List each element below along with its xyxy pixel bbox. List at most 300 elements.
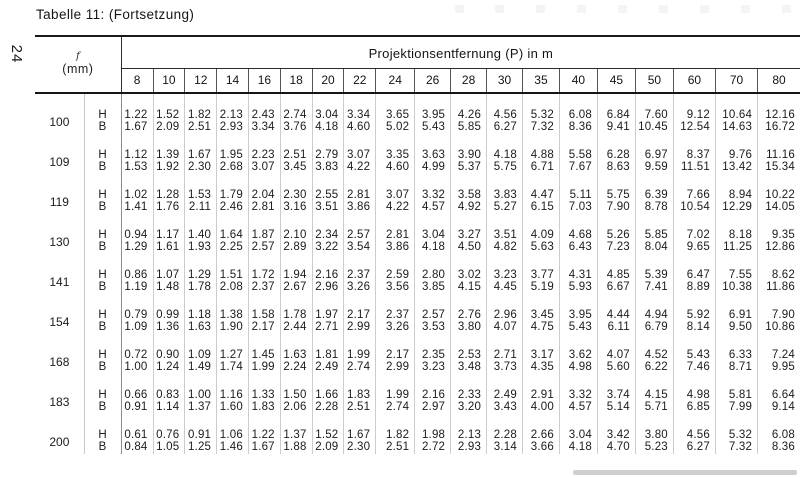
value-cell: 2.81 [344, 174, 376, 201]
value-cell: 0.94 [124, 229, 148, 241]
value-cell: 3.07 [344, 134, 376, 161]
value-cell: 10.45 [635, 121, 673, 134]
value-cell: 3.54 [344, 241, 376, 254]
distance-col-header: 60 [673, 69, 715, 94]
value-cell: 3.53 [415, 321, 451, 334]
distance-col-header: 70 [715, 69, 757, 94]
value-cell: 5.93 [559, 281, 597, 294]
value-cell: 2.80 [415, 254, 451, 281]
value-cell: 2.46 [217, 201, 249, 214]
value-cell: 4.31 [559, 254, 597, 281]
value-cell: 5.32 [715, 414, 757, 441]
value-cell: 7.60 [635, 93, 673, 121]
value-cell: 4.56 [673, 414, 715, 441]
value-cell: 2.16 [312, 254, 344, 281]
value-cell: 8.37 [673, 134, 715, 161]
value-cell: 2.49 [487, 374, 523, 401]
value-cell: 8.71 [715, 361, 757, 374]
value-cell: 1.36 [153, 321, 185, 334]
value-cell: 2.99 [376, 361, 415, 374]
distance-col-header: 16 [248, 69, 280, 94]
row-label-h: H [84, 134, 121, 161]
scan-speck [659, 5, 668, 13]
value-cell: 9.14 [758, 401, 800, 414]
value-cell: 1.76 [153, 201, 185, 214]
value-cell: 6.28 [597, 134, 635, 161]
scan-speck [782, 5, 791, 13]
value-cell: 2.10 [280, 214, 312, 241]
value-cell: 2.33 [451, 374, 487, 401]
value-cell: 5.27 [487, 201, 523, 214]
value-cell: 10.22 [758, 174, 800, 201]
table-header [35, 36, 800, 93]
value-cell: 4.70 [597, 441, 635, 454]
value-cell: 0.76 [153, 414, 185, 441]
value-cell: 2.74 [376, 401, 415, 414]
value-cell: 3.14 [487, 441, 523, 454]
value-cell: 1.52 [312, 414, 344, 441]
value-cell: 14.63 [715, 121, 757, 134]
value-cell: 2.67 [280, 281, 312, 294]
value-cell: 1.67 [124, 121, 148, 133]
value-cell: 10.54 [673, 201, 715, 214]
value-cell: 7.67 [559, 161, 597, 174]
value-cell: 2.09 [312, 441, 344, 454]
value-cell: 5.26 [597, 214, 635, 241]
value-cell: 6.15 [522, 201, 559, 214]
value-cell: 4.98 [559, 361, 597, 374]
value-cell: 0.91 [185, 414, 217, 441]
table-row [35, 201, 800, 214]
value-cell: 2.35 [415, 334, 451, 361]
value-cell: 8.78 [635, 201, 673, 214]
value-cell: 3.83 [312, 161, 344, 174]
value-cell: 2.96 [487, 294, 523, 321]
value-cell: 4.60 [376, 161, 415, 174]
value-cell: 3.07 [376, 174, 415, 201]
value-cell: 5.43 [559, 321, 597, 334]
row-label-h: H [84, 174, 121, 201]
value-cell: 2.74 [280, 93, 312, 121]
value-cell: 3.76 [280, 121, 312, 134]
row-label-b: B [84, 281, 121, 294]
value-cell: 1.87 [248, 214, 280, 241]
value-cell: 2.43 [248, 93, 280, 121]
value-cell: 4.18 [312, 121, 344, 134]
value-cell: 2.44 [280, 321, 312, 334]
row-label-b: B [84, 441, 121, 454]
table-row [35, 161, 800, 174]
value-cell: 9.76 [715, 134, 757, 161]
value-cell: 4.26 [451, 93, 487, 121]
row-label-h: H [84, 374, 121, 401]
value-cell: 6.08 [758, 414, 800, 441]
value-cell: 7.90 [758, 294, 800, 321]
value-cell: 9.50 [715, 321, 757, 334]
value-cell: 11.51 [673, 161, 715, 174]
distance-header-row [35, 69, 800, 94]
value-cell: 3.45 [280, 161, 312, 174]
focal-length-value: 200 [35, 414, 84, 454]
value-cell: 4.15 [451, 281, 487, 294]
focal-length-value: 183 [35, 374, 84, 414]
value-cell: 1.63 [185, 321, 217, 334]
value-cell: 14.05 [758, 201, 800, 214]
value-cell: 0.66 [124, 389, 148, 401]
value-cell: 1.29 [185, 254, 217, 281]
value-cell: 3.02 [451, 254, 487, 281]
scan-artifact [573, 470, 797, 475]
value-cell: 3.65 [376, 93, 415, 121]
value-cell: 5.02 [376, 121, 415, 134]
value-cell: 1.18 [185, 294, 217, 321]
value-cell: 2.51 [280, 134, 312, 161]
value-cell: 2.34 [312, 214, 344, 241]
value-cell: 2.66 [522, 414, 559, 441]
table-row [35, 254, 800, 281]
value-cell: 6.79 [635, 321, 673, 334]
value-cell: 6.91 [715, 294, 757, 321]
value-cell: 10.38 [715, 281, 757, 294]
value-cell: 0.99 [153, 294, 185, 321]
value-cell: 3.80 [635, 414, 673, 441]
value-cell: 5.19 [522, 281, 559, 294]
value-cell: 11.25 [715, 241, 757, 254]
value-cell: 1.61 [153, 241, 185, 254]
value-cell: 1.05 [153, 441, 185, 454]
table-row [35, 93, 800, 121]
value-cell: 7.02 [673, 214, 715, 241]
focal-length-value: 130 [35, 214, 84, 254]
value-cell: 1.99 [344, 334, 376, 361]
value-cell: 1.45 [248, 334, 280, 361]
value-cell: 2.93 [217, 121, 249, 134]
value-cell: 3.62 [559, 334, 597, 361]
table-title: Tabelle 11: (Fortsetzung) [36, 7, 195, 22]
page-number: 24 [8, 44, 26, 64]
value-cell: 4.22 [344, 161, 376, 174]
value-cell: 4.88 [522, 134, 559, 161]
value-cell: 2.06 [280, 401, 312, 414]
value-cell: 3.27 [451, 214, 487, 241]
value-cell: 1.14 [153, 401, 185, 414]
value-cell: 3.86 [376, 241, 415, 254]
value-cell: 3.04 [415, 214, 451, 241]
value-cell: 1.28 [153, 174, 185, 201]
value-cell: 6.22 [635, 361, 673, 374]
value-cell: 5.63 [522, 241, 559, 254]
row-label-h: H [84, 414, 121, 441]
distance-col-header: 18 [280, 69, 312, 94]
value-cell: 1.39 [153, 134, 185, 161]
value-cell: 3.42 [597, 414, 635, 441]
value-cell: 1.90 [217, 321, 249, 334]
focal-length-value: 119 [35, 174, 84, 214]
value-cell: 1.88 [280, 441, 312, 454]
value-cell: 1.83 [248, 401, 280, 414]
value-cell: 12.16 [758, 93, 800, 121]
value-cell: 2.59 [376, 254, 415, 281]
row-label-b: B [84, 321, 121, 334]
value-cell: 2.57 [344, 214, 376, 241]
value-cell: 1.27 [217, 334, 249, 361]
focal-length-value: 141 [35, 254, 84, 294]
value-cell: 1.98 [415, 414, 451, 441]
distance-col-header: 24 [376, 69, 415, 94]
value-cell: 4.82 [487, 241, 523, 254]
value-cell: 9.59 [635, 161, 673, 174]
value-cell: 3.17 [522, 334, 559, 361]
value-cell: 1.46 [217, 441, 249, 454]
projection-distance-header: Projektionsentfernung (P) in m [121, 36, 800, 69]
value-cell: 4.94 [635, 294, 673, 321]
value-cell: 3.66 [522, 441, 559, 454]
scan-speck [618, 5, 627, 13]
value-cell: 1.72 [248, 254, 280, 281]
value-cell: 1.66 [312, 374, 344, 401]
value-cell: 1.78 [280, 294, 312, 321]
value-cell: 6.39 [635, 174, 673, 201]
value-cell: 4.15 [635, 374, 673, 401]
table-body [35, 93, 800, 454]
value-cell: 7.90 [597, 201, 635, 214]
distance-col-header: 20 [312, 69, 344, 94]
value-cell: 5.43 [415, 121, 451, 134]
value-cell: 3.56 [376, 281, 415, 294]
value-cell: 1.97 [312, 294, 344, 321]
value-cell: 5.92 [673, 294, 715, 321]
value-cell: 6.64 [758, 374, 800, 401]
value-cell: 2.96 [312, 281, 344, 294]
value-cell: 9.65 [673, 241, 715, 254]
value-cell: 4.18 [559, 441, 597, 454]
value-cell: 8.62 [758, 254, 800, 281]
value-cell: 6.33 [715, 334, 757, 361]
value-cell: 1.17 [153, 214, 185, 241]
value-cell: 2.53 [451, 334, 487, 361]
value-cell: 8.36 [758, 441, 800, 454]
value-cell: 12.54 [673, 121, 715, 134]
value-cell: 3.43 [487, 401, 523, 414]
value-cell: 3.07 [248, 161, 280, 174]
value-cell: 8.36 [559, 121, 597, 134]
table-row [35, 121, 800, 134]
value-cell: 3.45 [522, 294, 559, 321]
row-label-h: H [84, 294, 121, 321]
value-cell: 7.32 [522, 121, 559, 134]
value-cell: 5.75 [487, 161, 523, 174]
table-row [35, 374, 800, 401]
value-cell: 3.23 [415, 361, 451, 374]
value-cell: 2.30 [185, 161, 217, 174]
value-cell: 7.55 [715, 254, 757, 281]
table-row [35, 174, 800, 201]
value-cell: 6.43 [559, 241, 597, 254]
focal-length-value: 100 [35, 93, 84, 134]
value-cell: 4.47 [522, 174, 559, 201]
value-cell: 1.37 [280, 414, 312, 441]
value-cell: 2.99 [344, 321, 376, 334]
value-cell: 7.66 [673, 174, 715, 201]
value-cell: 2.57 [415, 294, 451, 321]
value-cell: 7.99 [715, 401, 757, 414]
value-cell: 3.32 [415, 174, 451, 201]
table-row [35, 441, 800, 454]
value-cell: 3.34 [344, 93, 376, 121]
value-cell: 11.16 [758, 134, 800, 161]
value-cell: 12.29 [715, 201, 757, 214]
value-cell: 8.04 [635, 241, 673, 254]
table-row [35, 334, 800, 361]
focal-symbol: f [76, 51, 80, 62]
value-cell: 1.24 [153, 361, 185, 374]
value-cell: 1.38 [217, 294, 249, 321]
value-cell: 4.92 [451, 201, 487, 214]
value-cell: 3.35 [376, 134, 415, 161]
focal-length-header [35, 36, 121, 93]
value-cell: 6.85 [673, 401, 715, 414]
value-cell: 7.03 [559, 201, 597, 214]
distance-col-header: 45 [597, 69, 635, 94]
row-label-h: H [84, 334, 121, 361]
value-cell: 5.43 [673, 334, 715, 361]
value-cell: 2.37 [376, 294, 415, 321]
value-cell: 6.27 [673, 441, 715, 454]
value-cell: 15.34 [758, 161, 800, 174]
value-cell: 8.18 [715, 214, 757, 241]
value-cell: 1.09 [124, 321, 148, 333]
value-cell: 2.30 [344, 441, 376, 454]
value-cell: 3.95 [559, 294, 597, 321]
value-cell: 2.28 [487, 414, 523, 441]
value-cell: 2.97 [415, 401, 451, 414]
value-cell: 4.98 [673, 374, 715, 401]
value-cell: 4.44 [597, 294, 635, 321]
value-cell: 0.61 [124, 429, 148, 441]
distance-col-header: 8 [133, 73, 141, 87]
value-cell: 1.74 [217, 361, 249, 374]
value-cell: 4.18 [415, 241, 451, 254]
value-cell: 0.72 [124, 349, 148, 361]
value-cell: 3.34 [248, 121, 280, 134]
value-cell: 3.51 [487, 214, 523, 241]
value-cell: 4.22 [376, 201, 415, 214]
value-cell: 2.28 [312, 401, 344, 414]
table-row [35, 321, 800, 334]
value-cell: 5.11 [559, 174, 597, 201]
value-cell: 2.72 [415, 441, 451, 454]
value-cell: 8.14 [673, 321, 715, 334]
value-cell: 2.17 [344, 294, 376, 321]
distance-col-header: 50 [635, 69, 673, 94]
row-label-h: H [84, 214, 121, 241]
value-cell: 4.57 [559, 401, 597, 414]
value-cell: 1.22 [124, 109, 148, 121]
distance-col-header: 26 [415, 69, 451, 94]
value-cell: 5.23 [635, 441, 673, 454]
value-cell: 2.37 [248, 281, 280, 294]
row-label-b: B [84, 161, 121, 174]
value-cell: 4.09 [522, 214, 559, 241]
value-cell: 3.26 [376, 321, 415, 334]
value-cell: 3.63 [415, 134, 451, 161]
value-cell: 2.91 [522, 374, 559, 401]
distance-col-header: 22 [344, 69, 376, 94]
value-cell: 2.08 [217, 281, 249, 294]
value-cell: 2.89 [280, 241, 312, 254]
value-cell: 8.94 [715, 174, 757, 201]
value-cell: 1.53 [185, 174, 217, 201]
value-cell: 1.51 [217, 254, 249, 281]
value-cell: 2.13 [451, 414, 487, 441]
value-cell: 0.86 [124, 269, 148, 281]
value-cell: 1.37 [185, 401, 217, 414]
value-cell: 2.11 [185, 201, 217, 214]
value-cell: 1.22 [248, 414, 280, 441]
distance-col-header: 12 [185, 69, 217, 94]
value-cell: 2.71 [487, 334, 523, 361]
value-cell: 7.32 [715, 441, 757, 454]
value-cell: 1.00 [124, 361, 148, 373]
table-row [35, 294, 800, 321]
value-cell: 5.37 [451, 161, 487, 174]
value-cell: 0.83 [153, 374, 185, 401]
value-cell: 2.17 [248, 321, 280, 334]
table-row [35, 214, 800, 241]
value-cell: 2.25 [217, 241, 249, 254]
value-cell: 7.24 [758, 334, 800, 361]
value-cell: 2.76 [451, 294, 487, 321]
value-cell: 2.51 [376, 441, 415, 454]
value-cell: 4.57 [415, 201, 451, 214]
value-cell: 2.93 [451, 441, 487, 454]
distance-col-header: 14 [217, 69, 249, 94]
value-cell: 2.13 [217, 93, 249, 121]
row-label-b: B [84, 201, 121, 214]
value-cell: 6.27 [487, 121, 523, 134]
value-cell: 1.19 [124, 281, 148, 293]
value-cell: 1.06 [217, 414, 249, 441]
value-cell: 1.67 [248, 441, 280, 454]
value-cell: 0.91 [124, 401, 148, 413]
distance-col-header: 40 [559, 69, 597, 94]
value-cell: 5.71 [635, 401, 673, 414]
value-cell: 1.29 [124, 241, 148, 253]
focal-length-value: 109 [35, 134, 84, 174]
value-cell: 5.14 [597, 401, 635, 414]
value-cell: 2.81 [248, 201, 280, 214]
value-cell: 2.37 [344, 254, 376, 281]
value-cell: 0.79 [124, 309, 148, 321]
value-cell: 1.33 [248, 374, 280, 401]
value-cell: 1.99 [248, 361, 280, 374]
value-cell: 3.16 [280, 201, 312, 214]
value-cell: 9.35 [758, 214, 800, 241]
value-cell: 3.20 [451, 401, 487, 414]
value-cell: 1.60 [217, 401, 249, 414]
value-cell: 5.60 [597, 361, 635, 374]
focal-length-value: 154 [35, 294, 84, 334]
value-cell: 2.49 [312, 361, 344, 374]
value-cell: 1.00 [185, 374, 217, 401]
value-cell: 7.23 [597, 241, 635, 254]
value-cell: 3.22 [312, 241, 344, 254]
value-cell: 1.94 [280, 254, 312, 281]
value-cell: 5.75 [597, 174, 635, 201]
value-cell: 3.95 [415, 93, 451, 121]
value-cell: 2.68 [217, 161, 249, 174]
row-label-h: H [84, 93, 121, 121]
